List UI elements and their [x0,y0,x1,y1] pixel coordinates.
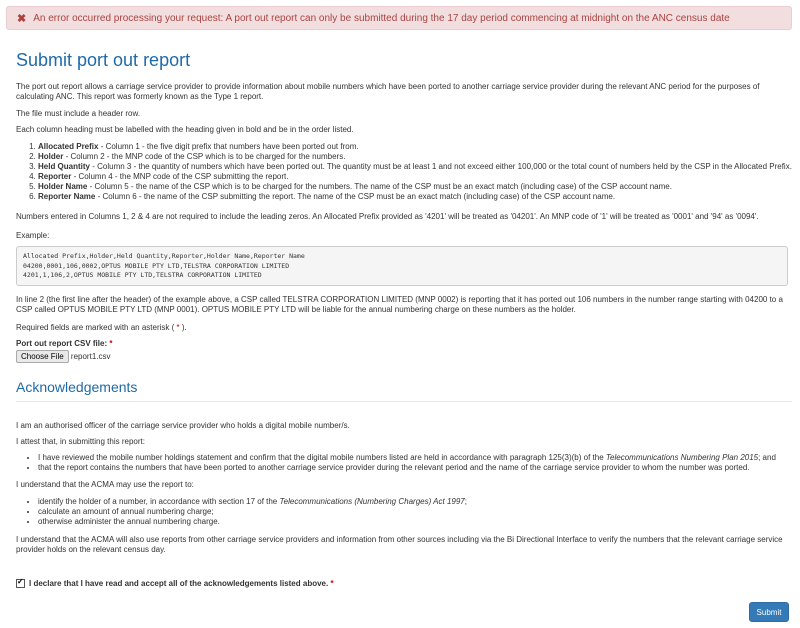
page-title: Submit port out report [16,50,191,70]
list-item: 2. Holder - Column 2 - the MNP code of the CSP which is to be charged for the numbers. [38,152,800,162]
close-icon: ✖ [17,12,27,25]
list-item: 5. Holder Name - Column 5 - the name of the CSP which is to be charged for the numbers. The name of the CSP must be an exact match (including case) of the CSP account name. [38,182,800,192]
file-name: report1.csv [70,352,111,361]
divider [16,401,792,402]
list-item: • otherwise administer the annual numbering charge. [38,517,800,527]
intro-text: The port out report allows a carriage service provider to provide information about mobile numbers which have been ported to another carriage service provider during the relevant ANC period for the purposes of calculating ANC. This report was formerly known as the Type 1 report. [16,82,760,101]
example-code: Allocated Prefix,Holder,Held Quantity,Reporter,Holder Name,Reporter Name 04200,0001,106,0002,OPTUS MOBILE PTY LTD,TELSTRA CORPORATION LIMITED 4201,1,106,2,OPTUS MOBILE PTY LTD,TELSTRA CORPORATION LIMITED [23,252,305,279]
list-item: 3. Held Quantity - Column 3 - the quantity of numbers which have been ported out. The quantity must be at least 1 and not exceed either 100,000 or the total count of numbers held by the CSP in the Allocated Prefix. [38,162,800,172]
list-item: 1. Allocated Prefix - Column 1 - the five digit prefix that numbers have been ported out from. [38,142,800,152]
example-code-block [16,246,788,286]
ack-paragraph-4: I understand that the ACMA will also use reports from other carriage service providers and information from other sources including via the Bi Directional Interface to verify the numbers that the relevant carriage service provider holds on the relevant census day. [16,535,783,554]
submit-button[interactable]: Submit [749,602,789,622]
declare-row: ✓I declare that I have read and accept all of the acknowledgements listed above. * [16,579,792,588]
ack-paragraph-2: I attest that, in submitting this report: [16,437,145,446]
list-item: • calculate an amount of annual numbering charge; [38,507,800,517]
list-item: • that the report contains the numbers that have been ported to another carriage service provider during the relevant period and the name of the carriage service provider to whom the number was ported. [38,463,800,473]
ack-list-1 [16,453,800,473]
file-input[interactable] [16,350,792,363]
error-alert [6,6,792,30]
leading-zeros-note: Numbers entered in Columns 1, 2 & 4 are not required to include the leading zeros. An Allocated Prefix provided as '4201' will be treated as '04201'. An MNP code of '1' will be treated as '0001' and '94' as '0094'. [16,212,759,221]
column-note: Each column heading must be labelled with the heading given in bold and be in the order listed. [16,125,354,134]
header-note: The file must include a header row. [16,109,141,118]
column-list [16,142,800,202]
file-field-label: Port out report CSV file: * [16,339,113,348]
declare-checkbox[interactable] [16,579,25,588]
ack-paragraph-1: I am an authorised officer of the carriage service provider who holds a digital mobile number/s. [16,421,350,430]
list-item: 6. Reporter Name - Column 6 - the name of the CSP submitting the report. The name of the CSP must be an exact match (including case) of the CSP account name. [38,192,800,202]
choose-file-button[interactable]: Choose File [16,350,69,363]
ack-paragraph-3: I understand that the ACMA may use the report to: [16,480,194,489]
required-note: Required fields are marked with an asterisk ( * ). [16,323,187,332]
declare-label: I declare that I have read and accept all of the acknowledgements listed above. [29,579,329,588]
ack-list-2 [16,497,800,527]
example-label: Example: [16,231,50,240]
list-item: • I have reviewed the mobile number holdings statement and confirm that the digital mobile numbers listed are held in accordance with paragraph 125(3)(b) of the Telecommunications Numbering Plan 2015; and [38,453,800,463]
error-message: An error occurred processing your request: A port out report can only be submitted during the 17 day period commencing at midnight on the ANC census date [33,12,730,24]
acknowledgements-title: Acknowledgements [16,379,138,395]
list-item: 4. Reporter - Column 4 - the MNP code of the CSP submitting the report. [38,172,800,182]
list-item: • identify the holder of a number, in accordance with section 17 of the Telecommunications (Numbering Charges) Act 1997; [38,497,800,507]
example-explanation: In line 2 (the first line after the header) of the example above, a CSP called TELSTRA CORPORATION LIMITED (MNP 0002) is reporting that it has ported out 106 numbers in the number range starting with 04200 to a CSP called OPTUS MOBILE PTY LTD (MNP 0001). OPTUS MOBILE PTY LTD will be liable for the annual numbering charge on these numbers as the holder. [16,295,783,314]
